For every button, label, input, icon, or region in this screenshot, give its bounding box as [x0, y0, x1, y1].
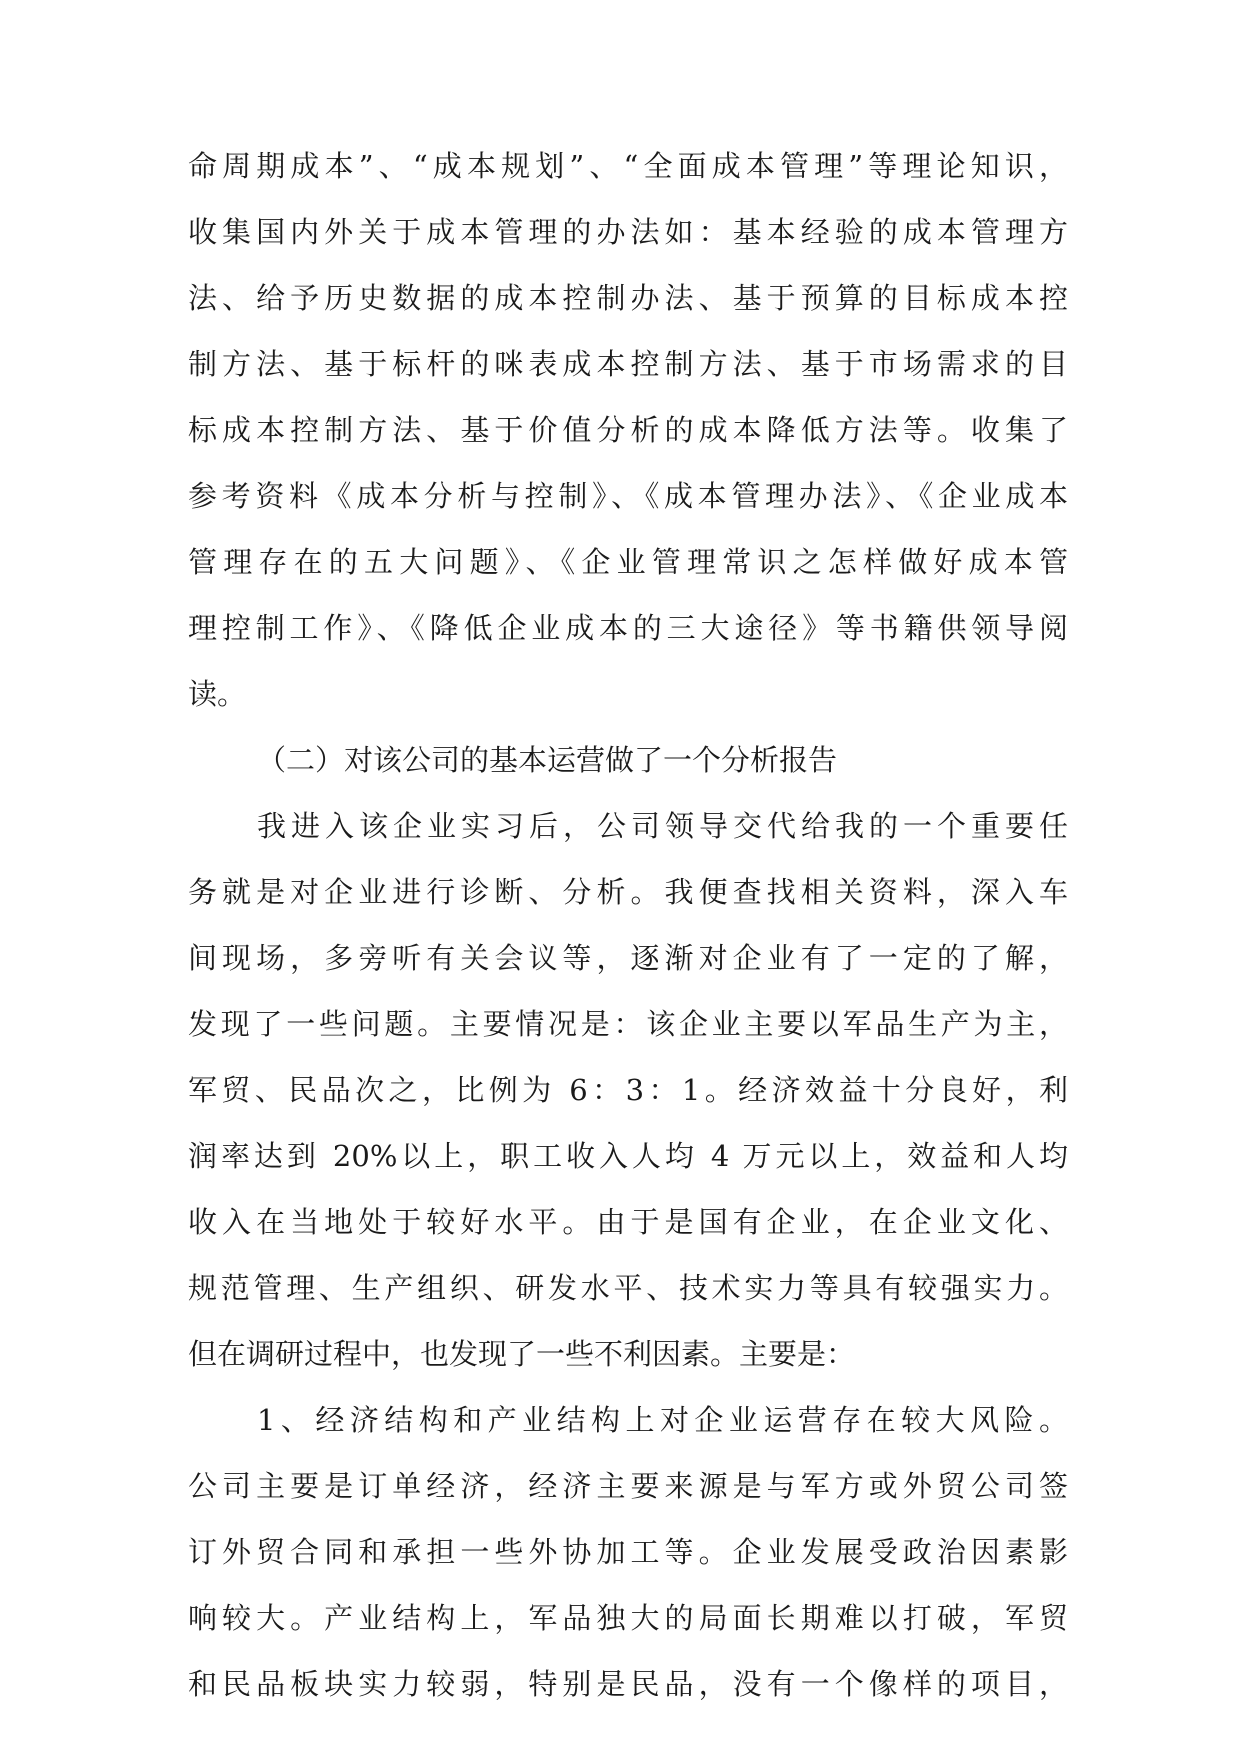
text-line: 间现场，多旁听有关会议等，逐渐对企业有了一定的了解，	[188, 941, 1068, 975]
text-line: 收集国内外关于成本管理的办法如：基本经验的成本管理方	[188, 215, 1068, 249]
paragraph-first-line: 1、经济结构和产业结构上对企业运营存在较大风险。	[257, 1403, 1068, 1437]
text-line: 但在调研过程中，也发现了一些不利因素。主要是：	[188, 1337, 856, 1371]
text-line: 发现了一些问题。主要情况是：该企业主要以军品生产为主，	[188, 1007, 1068, 1041]
text-line: 制方法、基于标杆的咪表成本控制方法、基于市场需求的目	[188, 347, 1068, 381]
text-line: 规范管理、生产组织、研发水平、技术实力等具有较强实力。	[188, 1271, 1068, 1305]
text-line: 军贸、民品次之，比例为 6：3：1。经济效益十分良好，利	[188, 1073, 1068, 1107]
paragraph-first-line: 我进入该企业实习后，公司领导交代给我的一个重要任	[257, 809, 1068, 843]
text-line: 公司主要是订单经济，经济主要来源是与军方或外贸公司签	[188, 1469, 1068, 1503]
text-line: 命周期成本”、“成本规划”、“全面成本管理”等理论知识，	[188, 149, 1068, 183]
text-line: 润率达到 20%以上，职工收入人均 4 万元以上，效益和人均	[188, 1139, 1068, 1173]
text-line: 管理存在的五大问题》、《企业管理常识之怎样做好成本管	[188, 545, 1068, 579]
text-line: 标成本控制方法、基于价值分析的成本降低方法等。收集了	[188, 413, 1068, 447]
section-heading: （二）对该公司的基本运营做了一个分析报告	[257, 743, 838, 777]
text-line: 参考资料《成本分析与控制》、《成本管理办法》、《企业成本	[188, 479, 1068, 513]
text-line: 法、给予历史数据的成本控制办法、基于预算的目标成本控	[188, 281, 1068, 315]
text-line: 务就是对企业进行诊断、分析。我便查找相关资料，深入车	[188, 875, 1068, 909]
text-line: 响较大。产业结构上，军品独大的局面长期难以打破，军贸	[188, 1601, 1068, 1635]
text-line: 和民品板块实力较弱，特别是民品，没有一个像样的项目，	[188, 1667, 1068, 1701]
text-line: 理控制工作》、《降低企业成本的三大途径》等书籍供领导阅	[188, 611, 1068, 645]
text-line: 订外贸合同和承担一些外协加工等。企业发展受政治因素影	[188, 1535, 1068, 1569]
text-line: 收入在当地处于较好水平。由于是国有企业，在企业文化、	[188, 1205, 1068, 1239]
text-line: 读。	[188, 677, 247, 711]
